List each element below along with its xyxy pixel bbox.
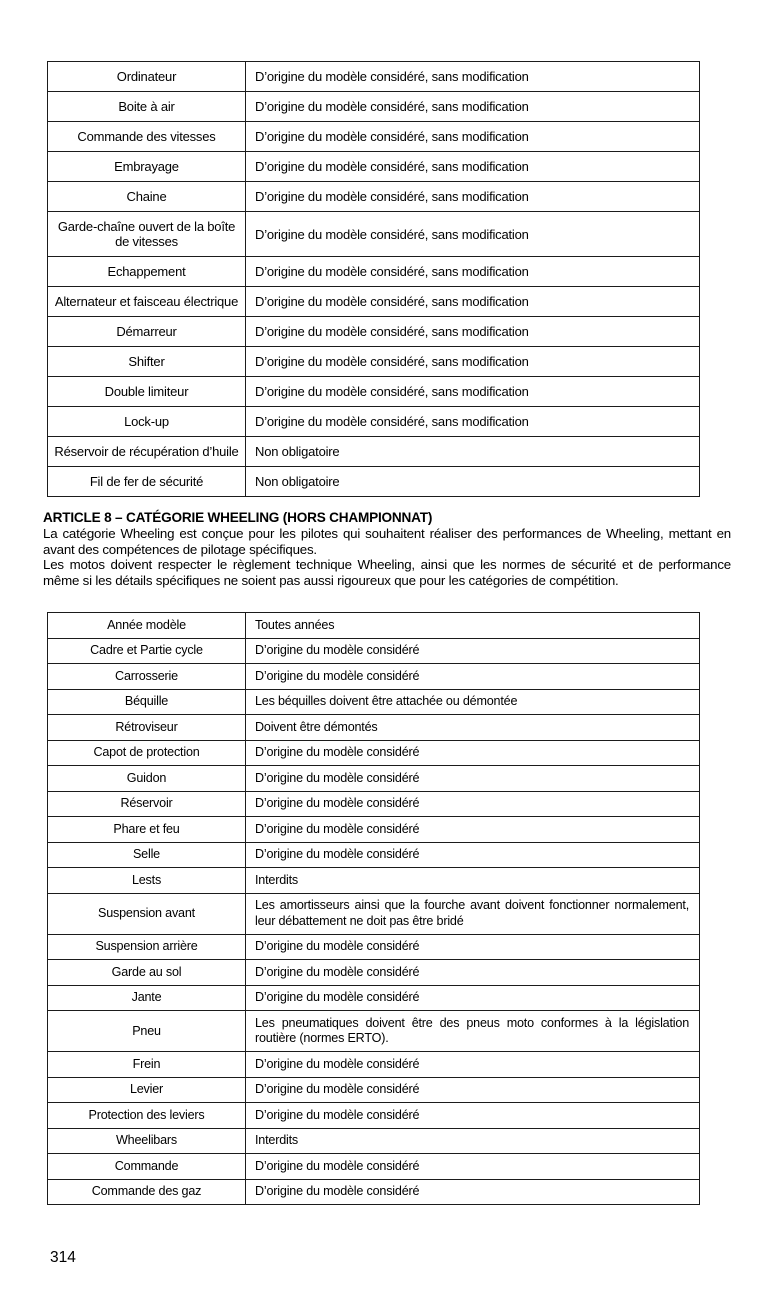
table-row [48,122,700,152]
requirement-cell: D’origine du modèle considéré [246,664,700,690]
component-cell: Démarreur [48,317,246,347]
requirement-cell: D’origine du modèle considéré [246,842,700,868]
table-row [48,62,700,92]
component-cell: Double limiteur [48,377,246,407]
component-cell: Boite à air [48,92,246,122]
requirement-cell: D’origine du modèle considéré, sans modification [246,257,700,287]
requirement-cell: D’origine du modèle considéré [246,1077,700,1103]
requirement-cell: D’origine du modèle considéré [246,791,700,817]
component-cell: Fil de fer de sécurité [48,467,246,497]
requirement-cell: D’origine du modèle considéré [246,638,700,664]
table-row [48,934,700,960]
table-row [48,868,700,894]
requirement-cell: D’origine du modèle considéré [246,1052,700,1078]
component-cell: Jante [48,985,246,1011]
requirement-cell: D’origine du modèle considéré, sans modification [246,152,700,182]
article-paragraph: Les motos doivent respecter le règlement technique Wheeling, ainsi que les normes de sécurité et de performance même si les détails spécifiques ne soient pas aussi rigoureux que pour les catégories de compétition. [43,557,731,588]
requirement-cell: D’origine du modèle considéré [246,817,700,843]
article-paragraph: La catégorie Wheeling est conçue pour les pilotes qui souhaitent réaliser des performances de Wheeling, mettant en avant des compétences de pilotage spécifiques. [43,526,731,557]
requirement-cell: Les béquilles doivent être attachée ou démontée [246,689,700,715]
requirement-cell: D’origine du modèle considéré [246,1103,700,1129]
requirement-cell: Non obligatoire [246,437,700,467]
requirement-cell: D’origine du modèle considéré, sans modification [246,407,700,437]
table-row [48,1052,700,1078]
table-row [48,212,700,257]
component-cell: Rétroviseur [48,715,246,741]
component-cell: Suspension arrière [48,934,246,960]
requirement-cell: Toutes années [246,613,700,639]
table-row [48,893,700,934]
requirement-cell: D’origine du modèle considéré, sans modification [246,92,700,122]
component-cell: Frein [48,1052,246,1078]
requirement-cell: D’origine du modèle considéré, sans modification [246,122,700,152]
table-row [48,347,700,377]
table-row [48,92,700,122]
table-row [48,766,700,792]
wheeling-spec-table [47,612,700,1205]
table-row [48,377,700,407]
component-cell: Capot de protection [48,740,246,766]
requirement-cell: D’origine du modèle considéré, sans modification [246,182,700,212]
requirement-cell: D’origine du modèle considéré, sans modification [246,212,700,257]
component-cell: Ordinateur [48,62,246,92]
component-cell: Réservoir de récupération d’huile [48,437,246,467]
requirement-cell: Les pneumatiques doivent être des pneus moto conformes à la législation routière (normes ERTO). [246,1011,700,1052]
component-cell: Embrayage [48,152,246,182]
table-row [48,817,700,843]
requirement-cell: D’origine du modèle considéré [246,1154,700,1180]
table-row [48,437,700,467]
table-row [48,317,700,347]
requirement-cell: Non obligatoire [246,467,700,497]
table-row [48,1128,700,1154]
requirement-cell: Interdits [246,1128,700,1154]
table-row [48,287,700,317]
requirement-cell: D’origine du modèle considéré [246,1179,700,1205]
component-cell: Guidon [48,766,246,792]
component-cell: Shifter [48,347,246,377]
table-row [48,467,700,497]
table-row [48,1077,700,1103]
requirement-cell: Les amortisseurs ainsi que la fourche avant doivent fonctionner normalement, leur débattement ne doit pas être bridé [246,893,700,934]
requirement-cell: D’origine du modèle considéré [246,766,700,792]
requirement-cell: D’origine du modèle considéré, sans modification [246,347,700,377]
component-cell: Lests [48,868,246,894]
table-row [48,1179,700,1205]
component-cell: Protection des leviers [48,1103,246,1129]
table-row [48,664,700,690]
requirement-cell: D’origine du modèle considéré [246,960,700,986]
table-row [48,152,700,182]
article-heading: ARTICLE 8 – CATÉGORIE WHEELING (HORS CHAMPIONNAT) [43,510,433,525]
requirement-cell: D’origine du modèle considéré, sans modification [246,377,700,407]
table-row [48,407,700,437]
component-cell: Echappement [48,257,246,287]
component-cell: Selle [48,842,246,868]
component-cell: Cadre et Partie cycle [48,638,246,664]
component-cell: Alternateur et faisceau électrique [48,287,246,317]
upper-spec-table [47,61,700,497]
table-row [48,257,700,287]
component-cell: Garde au sol [48,960,246,986]
page-number: 314 [50,1249,76,1266]
table-row [48,1103,700,1129]
table-row [48,985,700,1011]
table-row [48,715,700,741]
table-row [48,960,700,986]
requirement-cell: Interdits [246,868,700,894]
component-cell: Garde-chaîne ouvert de la boîte de vitesses [48,212,246,257]
requirement-cell: D’origine du modèle considéré [246,740,700,766]
component-cell: Commande des gaz [48,1179,246,1205]
component-cell: Lock-up [48,407,246,437]
component-cell: Phare et feu [48,817,246,843]
component-cell: Suspension avant [48,893,246,934]
table-row [48,638,700,664]
component-cell: Année modèle [48,613,246,639]
table-row [48,791,700,817]
requirement-cell: D’origine du modèle considéré, sans modification [246,287,700,317]
table-row [48,1011,700,1052]
component-cell: Commande des vitesses [48,122,246,152]
component-cell: Commande [48,1154,246,1180]
component-cell: Pneu [48,1011,246,1052]
component-cell: Wheelibars [48,1128,246,1154]
table-row [48,689,700,715]
component-cell: Béquille [48,689,246,715]
component-cell: Réservoir [48,791,246,817]
table-row [48,182,700,212]
requirement-cell: D’origine du modèle considéré [246,934,700,960]
component-cell: Levier [48,1077,246,1103]
component-cell: Chaine [48,182,246,212]
requirement-cell: D’origine du modèle considéré [246,985,700,1011]
requirement-cell: D’origine du modèle considéré, sans modification [246,62,700,92]
requirement-cell: D’origine du modèle considéré, sans modification [246,317,700,347]
table-row [48,740,700,766]
table-row [48,613,700,639]
requirement-cell: Doivent être démontés [246,715,700,741]
table-row [48,842,700,868]
component-cell: Carrosserie [48,664,246,690]
table-row [48,1154,700,1180]
